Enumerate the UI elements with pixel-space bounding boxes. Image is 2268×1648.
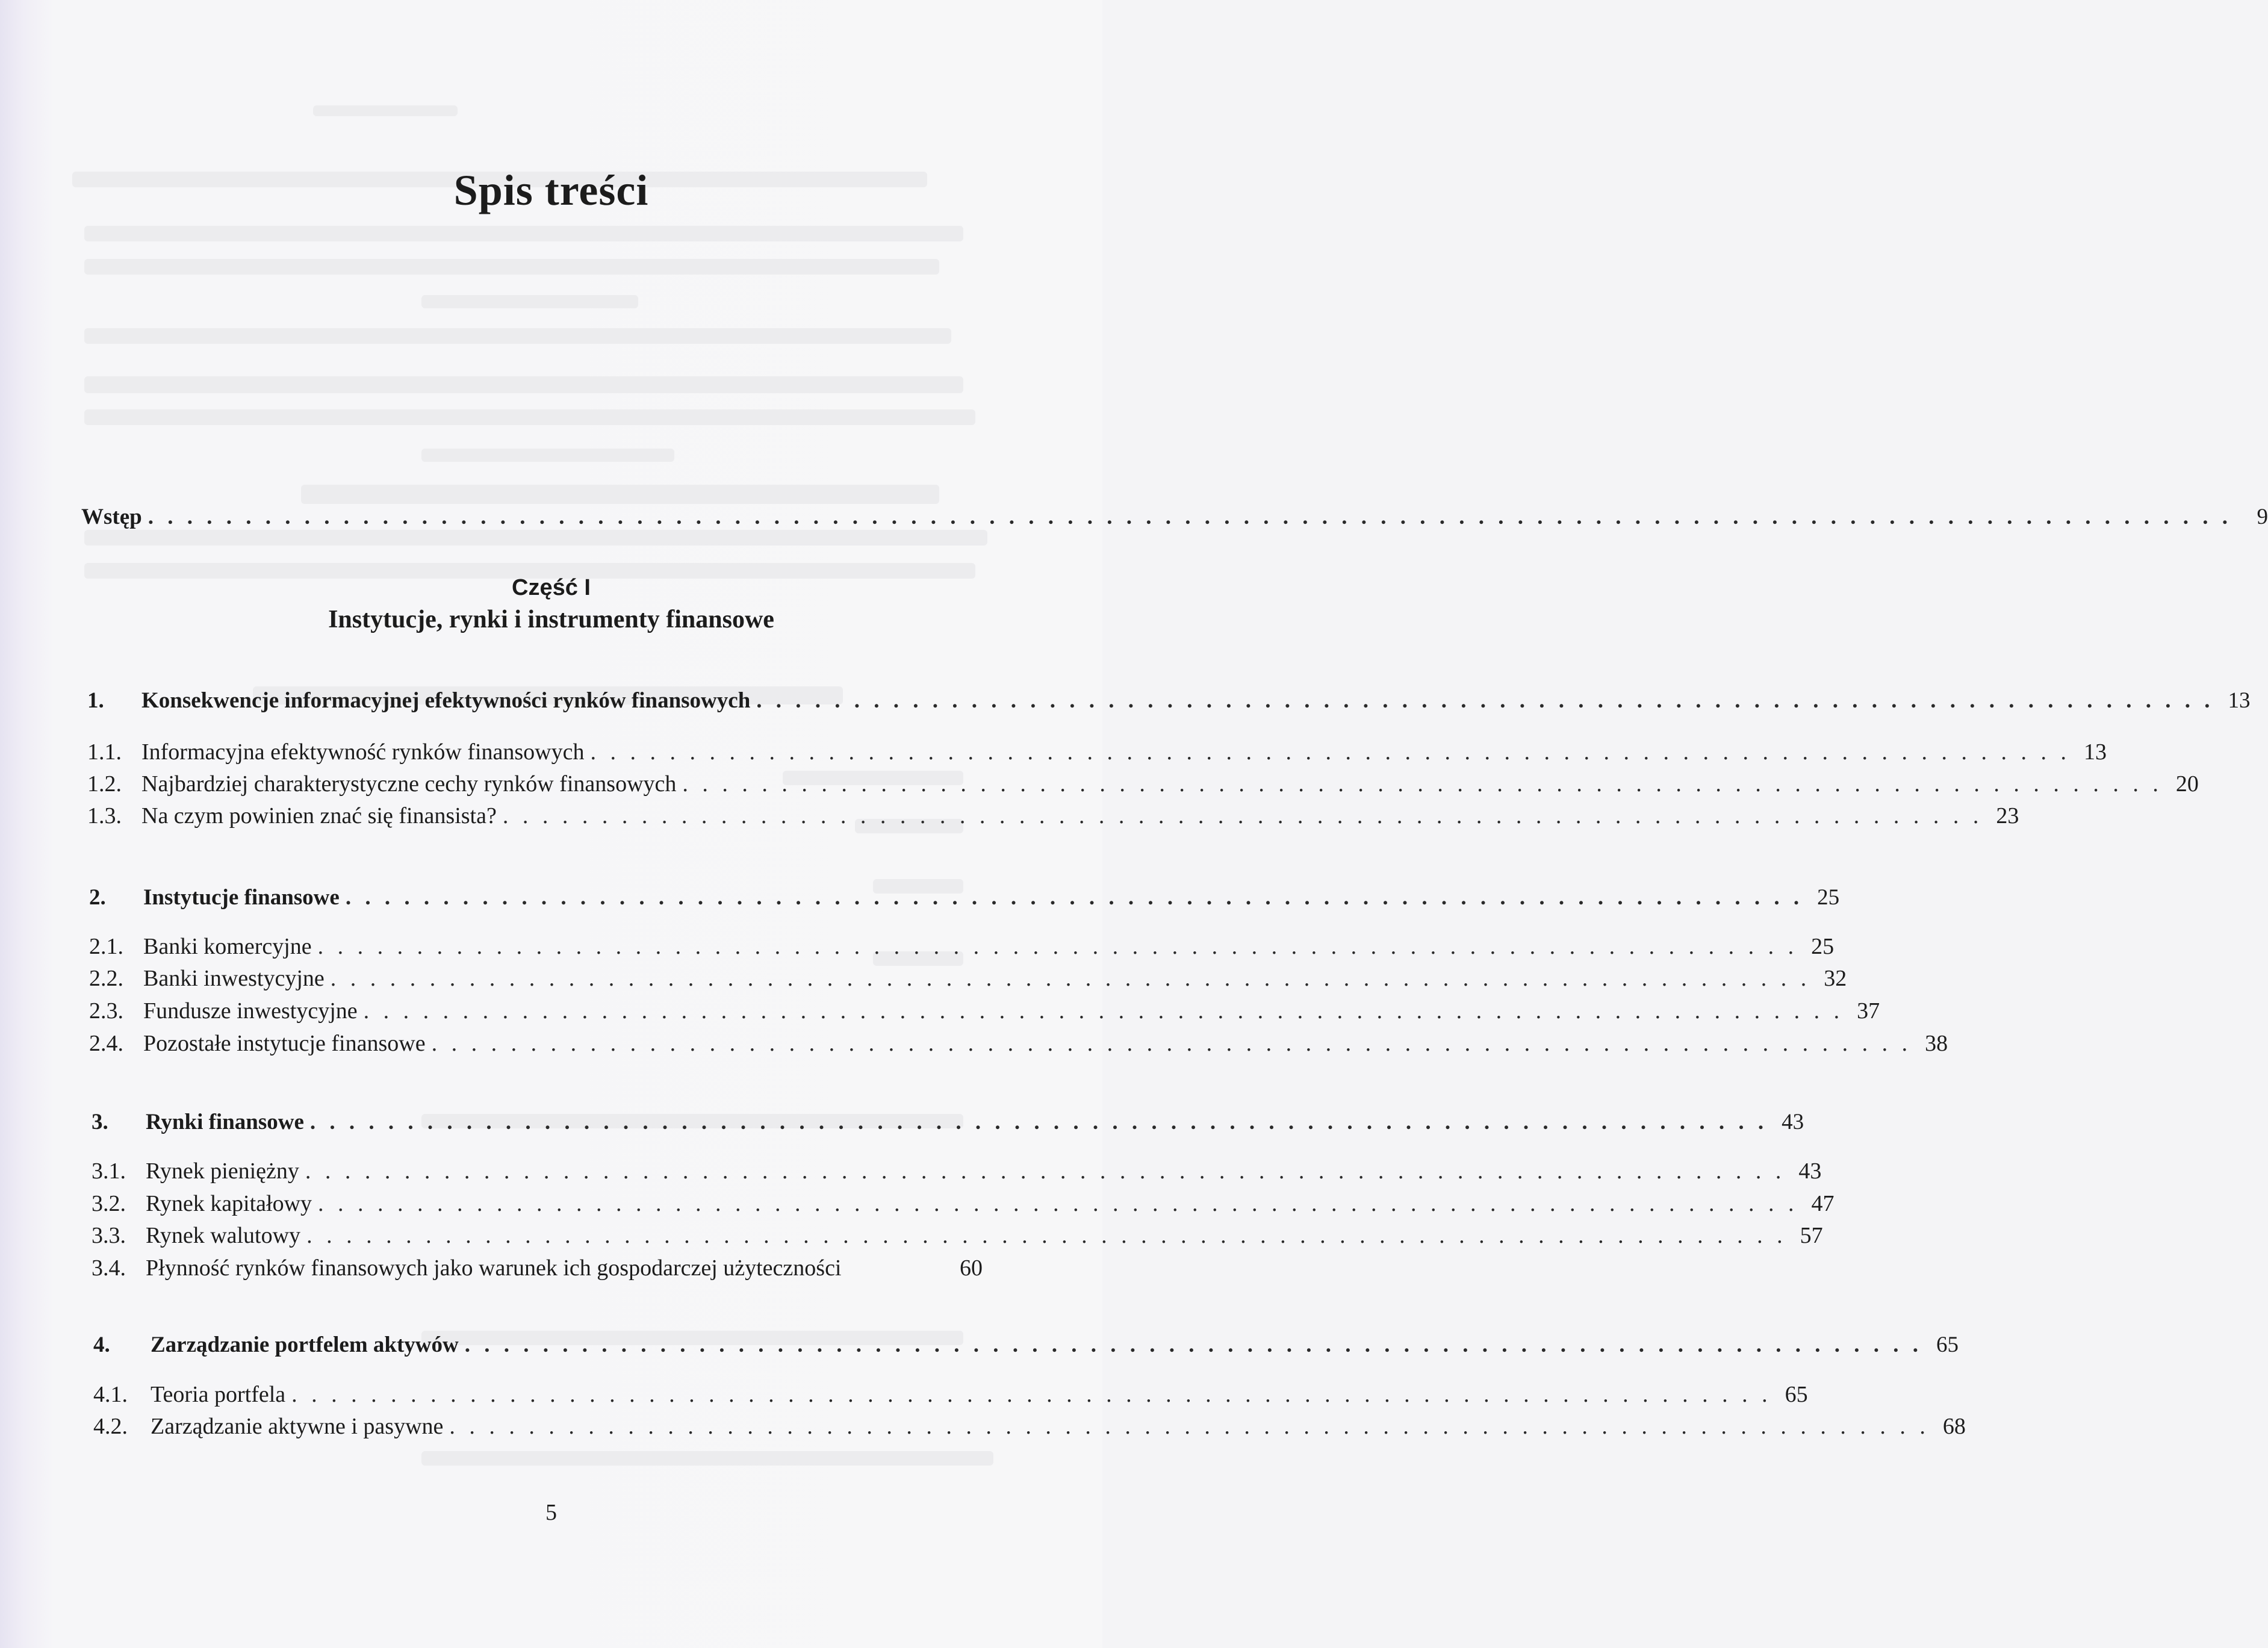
toc-chapter-1[interactable] — [87, 688, 2251, 713]
toc-section-number: 3.2. — [92, 1191, 126, 1216]
toc-page-number: 43 — [1782, 1110, 1804, 1134]
toc-page-number: 20 — [2175, 771, 2199, 797]
toc-page-number: 38 — [1925, 1031, 1948, 1056]
toc-section-label: Banki inwestycyjne — [143, 966, 325, 991]
toc-section-3-1[interactable] — [92, 1158, 1822, 1184]
dot-leader: . . . . . . . . . . . . . . . . . . . . . . . . . . . . . . . . . . . . . . . . . . . . . . . . . . . . . . . . . . . . . . . . . . . . . . . . . . . — [363, 998, 1844, 1024]
toc-section-2-2[interactable] — [89, 966, 1847, 991]
toc-page-number: 68 — [1942, 1414, 1966, 1439]
toc-section-label: Najbardziej charakterystyczne cechy rynków finansowych — [141, 771, 677, 797]
toc-section-label: Płynność rynków finansowych jako warunek ich gospodarczej użyteczności — [146, 1255, 842, 1281]
toc-section-number: 2.4. — [89, 1031, 123, 1056]
toc-page-number: 9 — [2257, 505, 2268, 529]
toc-section-label: Banki komercyjne — [143, 934, 312, 959]
part-title: Instytucje, rynki i instrumenty finansowe — [328, 606, 774, 633]
toc-section-label: Na czym powinien znać się finansista? — [141, 803, 497, 829]
toc-section-1-1[interactable] — [87, 739, 2107, 765]
dot-leader: . . . . . . . . . . . . . . . . . . . . . . . . . . . . . . . . . . . . . . . . . . . . . . . . . . . . . . . . . . . . . . . . . . . . . . . . . . . — [291, 1382, 1772, 1407]
toc-page-number: 37 — [1857, 998, 1880, 1024]
toc-section-label: Zarządzanie aktywne i pasywne — [151, 1414, 444, 1439]
toc-chapter-label: Zarządzanie portfelem aktywów — [151, 1332, 459, 1357]
toc-section-number: 3.3. — [92, 1223, 126, 1248]
toc-section-label: Pozostałe instytucje finansowe — [143, 1031, 426, 1056]
toc-chapter-label: Konsekwencje informacyjnej efektywności rynków finansowych — [141, 688, 751, 713]
toc-section-3-2[interactable] — [92, 1191, 1835, 1216]
toc-section-1-3[interactable] — [87, 803, 2019, 829]
toc-section-3-4[interactable] — [92, 1257, 983, 1280]
page-title: Spis treści — [453, 166, 649, 214]
toc-page-number: 57 — [1800, 1223, 1823, 1248]
toc-chapter-2[interactable] — [89, 885, 1840, 910]
toc-section-1-2[interactable] — [87, 771, 2199, 797]
toc-section-2-1[interactable] — [89, 934, 1835, 959]
dot-leader: . . . . . . . . . . . . . . . . . . . . . . . . . . . . . . . . . . . . . . . . . . . . . . . . . . . . . . . . . . . . . . . . . . . . . . . . . . . — [305, 1158, 1786, 1184]
toc-section-number: 1.1. — [87, 739, 122, 765]
toc-chapter-number: 3. — [92, 1110, 108, 1134]
toc-section-2-4[interactable] — [89, 1031, 1948, 1056]
toc-section-label: Informacyjna efektywność rynków finansowych — [141, 739, 585, 765]
dot-leader: . . . . . . . . . . . . . . . . . . . . . . . . . . . . . . . . . . . . . . . . . . . . . . . . . . . . . . . . . . . . . . . . . . . . . . . . . . . — [431, 1031, 1912, 1056]
toc-section-number: 3.1. — [92, 1158, 126, 1184]
toc-section-4-1[interactable] — [93, 1382, 1808, 1407]
dot-leader: . . . . . . . . . . . . . . . . . . . . . . . . . . . . . . . . . . . . . . . . . . . . . . . . . . . . . . . . . . . . . . . . . . . . . . . . . . . . . . . . . . . . . . . . . . . . . . . . . . . . . . . . . . . — [148, 505, 2232, 529]
dot-leader: . . . . . . . . . . . . . . . . . . . . . . . . . . . . . . . . . . . . . . . . . . . . . . . . . . . . . . . . . . . . . . . . . . . . . . . . . . . — [318, 1191, 1798, 1216]
toc-section-4-2[interactable] — [93, 1414, 1966, 1439]
toc-page-number: 23 — [1996, 803, 2019, 829]
toc-section-number: 3.4. — [92, 1255, 126, 1281]
dot-leader: . . . . . . . . . . . . . . . . . . . . . . . . . . . . . . . . . . . . . . . . . . . . . . . . . . . . . . . . . . . . . . . . . . . . . . . . . . . — [345, 885, 1804, 910]
dot-leader: . . . . . . . . . . . . . . . . . . . . . . . . . . . . . . . . . . . . . . . . . . . . . . . . . . . . . . . . . . . . . . . . . . . . . . . . . . . — [756, 688, 2214, 713]
toc-page-number: 65 — [1785, 1382, 1808, 1407]
part-label: Część I — [512, 575, 591, 600]
toc-section-label: Rynek walutowy — [146, 1223, 301, 1248]
toc-page-number: 65 — [1936, 1332, 1959, 1357]
toc-entry-intro[interactable] — [81, 505, 2268, 529]
toc-chapter-4[interactable] — [93, 1332, 1959, 1357]
toc-entry-label: Wstęp — [81, 505, 142, 529]
toc-chapter-label: Rynki finansowe — [146, 1110, 304, 1134]
toc-page-number: 13 — [2084, 739, 2107, 765]
toc-section-number: 2.3. — [89, 998, 123, 1024]
toc-section-label: Rynek pieniężny — [146, 1158, 299, 1184]
dot-leader: . . . . . . . . . . . . . . . . . . . . . . . . . . . . . . . . . . . . . . . . . . . . . . . . . . . . . . . . . . . . . . . . . . . . . . . . . . . — [309, 1110, 1768, 1134]
dot-leader: . . . . . . . . . . . . . . . . . . . . . . . . . . . . . . . . . . . . . . . . . . . . . . . . . . . . . . . . . . . . . . . . . . . . . . . . . . . — [464, 1332, 1922, 1357]
dot-leader: . . . . . . . . . . . . . . . . . . . . . . . . . . . . . . . . . . . . . . . . . . . . . . . . . . . . . . . . . . . . . . . . . . . . . . . . . . . — [449, 1414, 1930, 1439]
toc-section-2-3[interactable] — [89, 998, 1880, 1024]
toc-section-3-3[interactable] — [92, 1223, 1823, 1248]
toc-page-number: 25 — [1817, 885, 1840, 910]
toc-chapter-number: 2. — [89, 885, 106, 910]
toc-section-number: 4.1. — [93, 1382, 128, 1407]
toc-section-number: 2.1. — [89, 934, 123, 959]
toc-section-label: Fundusze inwestycyjne — [143, 998, 358, 1024]
toc-page-number: 25 — [1811, 934, 1835, 959]
toc-chapter-number: 1. — [87, 688, 104, 713]
toc-section-number: 4.2. — [93, 1414, 128, 1439]
page-number: 5 — [545, 1500, 557, 1525]
toc-section-number: 1.2. — [87, 771, 122, 797]
dot-leader: . . . . . . . . . . . . . . . . . . . . . . . . . . . . . . . . . . . . . . . . . . . . . . . . . . . . . . . . . . . . . . . . . . . . . . . . . . . — [502, 803, 1983, 829]
toc-chapter-number: 4. — [93, 1332, 110, 1357]
dot-leader: . . . . . . . . . . . . . . . . . . . . . . . . . . . . . . . . . . . . . . . . . . . . . . . . . . . . . . . . . . . . . . . . . . . . . . . . . . . — [306, 1223, 1787, 1248]
dot-leader: . . . . . . . . . . . . . . . . . . . . . . . . . . . . . . . . . . . . . . . . . . . . . . . . . . . . . . . . . . . . . . . . . . . . . . . . . . . — [330, 966, 1811, 991]
dot-leader: . . . . . . . . . . . . . . . . . . . . . . . . . . . . . . . . . . . . . . . . . . . . . . . . . . . . . . . . . . . . . . . . . . . . . . . . . . . — [317, 934, 1798, 959]
toc-chapter-label: Instytucje finansowe — [143, 885, 340, 910]
toc-section-number: 2.2. — [89, 966, 123, 991]
toc-page-number: 32 — [1824, 966, 1847, 991]
toc-section-label: Teoria portfela — [151, 1382, 286, 1407]
toc-section-label: Rynek kapitałowy — [146, 1191, 312, 1216]
toc-page-number: 13 — [2228, 688, 2251, 713]
toc-chapter-3[interactable] — [92, 1110, 1804, 1134]
toc-section-number: 1.3. — [87, 803, 122, 829]
dot-leader: . . . . . . . . . . . . . . . . . . . . . . . . . . . . . . . . . . . . . . . . . . . . . . . . . . . . . . . . . . . . . . . . . . . . . . . . . . . — [590, 739, 2071, 765]
toc-page-number: 43 — [1798, 1158, 1822, 1184]
toc-page-number: 60 — [960, 1255, 983, 1281]
toc-page-number: 47 — [1811, 1191, 1835, 1216]
dot-leader: . . . . . . . . . . . . . . . . . . . . . . . . . . . . . . . . . . . . . . . . . . . . . . . . . . . . . . . . . . . . . . . . . . . . . . . . . . . — [682, 771, 2163, 797]
